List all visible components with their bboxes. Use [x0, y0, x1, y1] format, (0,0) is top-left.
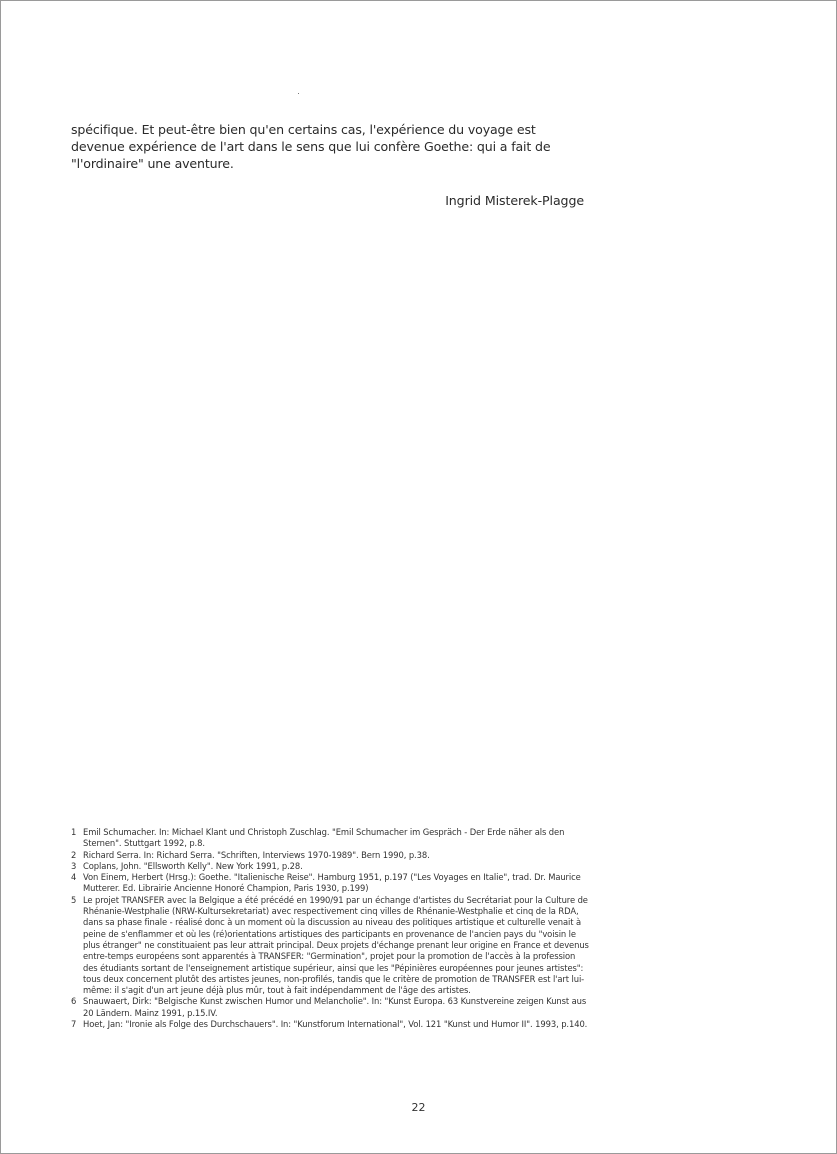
footnote-text: Snauwaert, Dirk: "Belgische Kunst zwischen Humor und Melancholie". In: "Kunst Europa. 63 Kunstvereine zeigen Kunst aus 20 Ländern. Mainz 1991, p.15.IV.: [83, 996, 587, 1018]
footnote-text: Von Einem, Herbert (Hrsg.): Goethe. "Italienische Reise". Hamburg 1951, p.197 ("Les Voyages en Italie", trad. Dr. Maurice Mutterer. Ed. Librairie Ancienne Honoré Champion, Paris 1930, p.199): [83, 872, 581, 894]
footnote-text: Le projet TRANSFER avec la Belgique a été précédé en 1990/91 par un échange d'artistes du Secrétariat pour la Culture de Rhénanie-Westphalie (NRW-Kultursekretariat) avec respectivement cinq villes de Rhénanie-Westphalie et cinq de la RDA, dans sa phase finale - réalisé donc à un moment où la discussion au niveau des politiques artistique et culturelle venait à peine de s'enflammer et où les (ré)orientations artistiques des participants en provenance de l'ancien pays du "voisin le plus étranger" ne constituaient pas leur attrait principal. Deux projets d'échange prenant leur origine en France et devenus entre-temps européens sont apparentés à TRANSFER: "Germination", projet pour la promotion de l'accès à la profession des étudiants sortant de l'enseignement artistique supérieur, ainsi que les "Pépinières européennes pour jeunes artistes": tous deux concernent plutôt des artistes jeunes, non-profilés, tandis que le critère de promotion de TRANSFER est l'art lui-même: il s'agit d'un art jeune déjà plus mûr, tout à fait indépendamment de l'âge des artistes.: [83, 894, 589, 996]
footnote-text: Coplans, John. "Ellsworth Kelly". New York 1991, p.28.: [83, 860, 303, 871]
footnote-text: Hoet, Jan: "Ironie als Folge des Durchschauers". In: "Kunstforum International", Vol. 121 "Kunst und Humor II". 1993, p.140.: [83, 1019, 588, 1030]
footnote-item: [71, 850, 591, 861]
footnote-item: [71, 996, 591, 1019]
footnote-item: [71, 1019, 591, 1030]
footnote-text: Richard Serra. In: Richard Serra. "Schriften, Interviews 1970-1989". Bern 1990, p.38.: [83, 849, 430, 860]
footnote-number: 6: [71, 996, 77, 1007]
author-signature: Ingrid Misterek-Plagge: [445, 193, 584, 208]
footnote-number: 7: [71, 1019, 77, 1030]
footnote-text: Emil Schumacher. In: Michael Klant und Christoph Zuschlag. "Emil Schumacher im Gespräch - Der Erde näher als den Sternen". Stuttgart 1992, p.8.: [83, 827, 565, 849]
scan-speck: [298, 93, 299, 94]
footnote-item: [71, 827, 591, 850]
footnote-number: 3: [71, 860, 77, 871]
footnote-number: 2: [71, 849, 77, 860]
footnote-number: 5: [71, 894, 77, 905]
footnote-number: 4: [71, 872, 77, 883]
footnote-item: [71, 895, 591, 997]
article-body: [71, 121, 591, 172]
footnotes: [71, 827, 591, 1030]
footnote-number: 1: [71, 827, 77, 837]
page-number: 22: [411, 1101, 426, 1114]
footnote-item: [71, 861, 591, 872]
footnote-item: [71, 872, 591, 895]
article-paragraph: spécifique. Et peut-être bien qu'en certains cas, l'expérience du voyage est devenue expérience de l'art dans le sens que lui confère Goethe: qui a fait de "l'ordinaire" une aventure.: [71, 122, 551, 171]
